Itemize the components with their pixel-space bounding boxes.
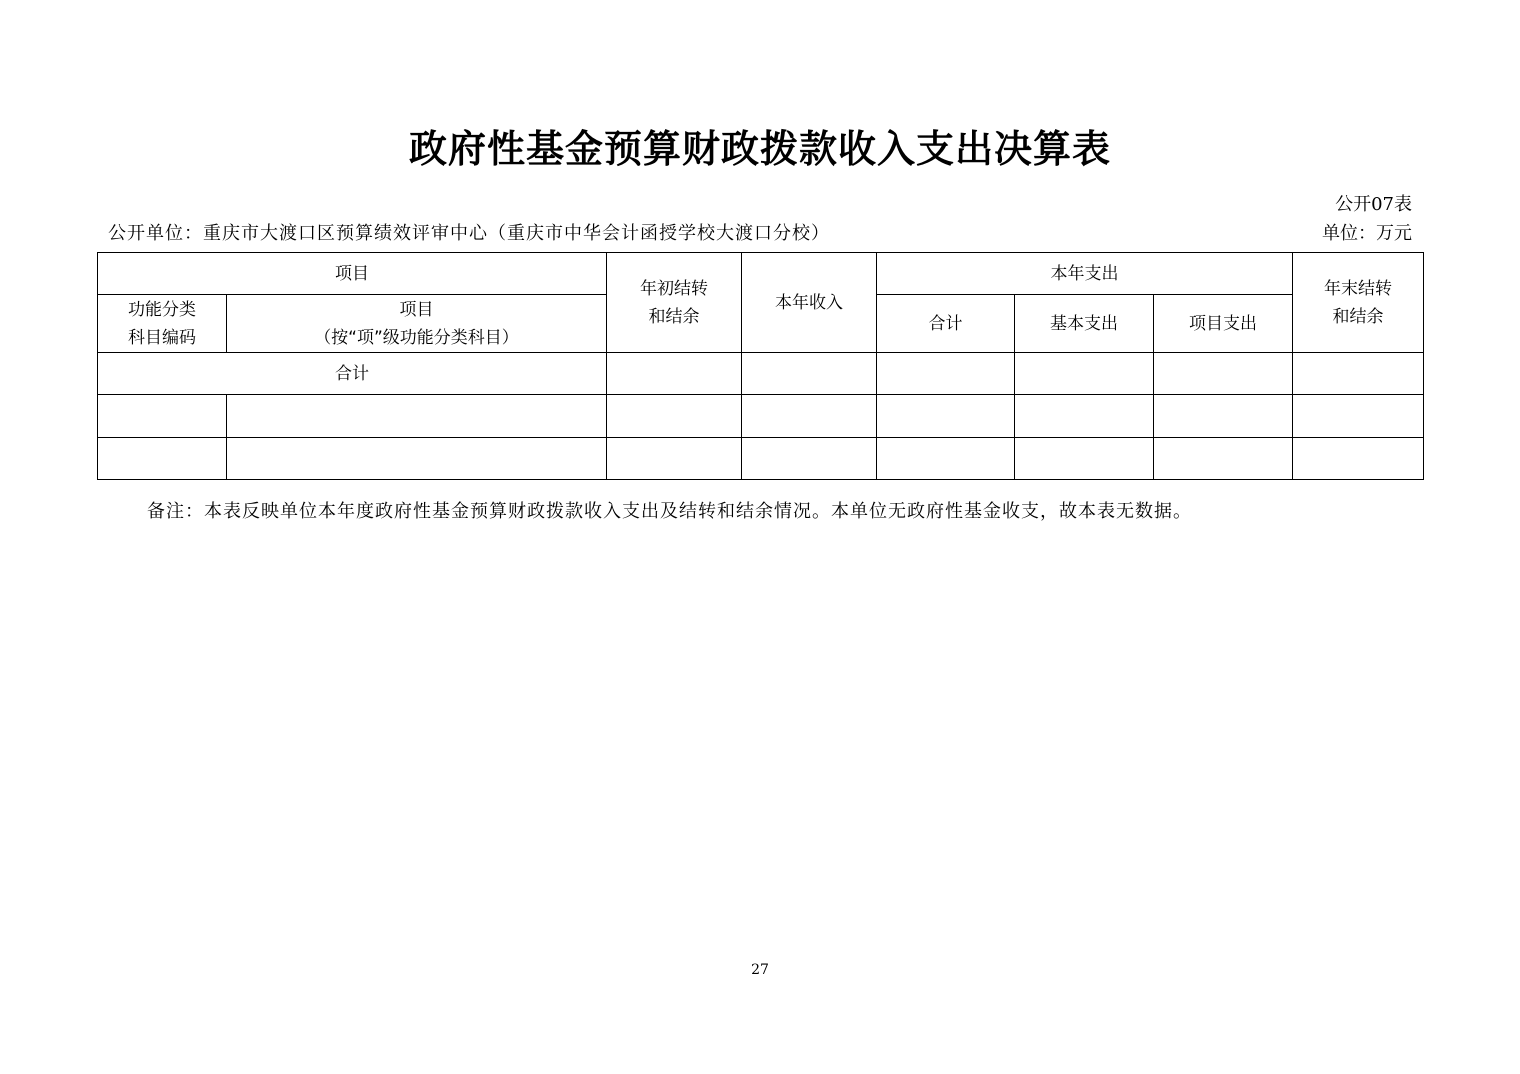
reporting-unit: 公开单位：重庆市大渡口区预算绩效评审中心（重庆市中华会计函授学校大渡口分校）	[108, 223, 830, 244]
currency-unit: 单位：万元	[1322, 223, 1412, 244]
header-item-detail-line1: 项目	[399, 299, 434, 320]
header-project: 项目支出	[1154, 295, 1293, 353]
header-begin-balance-line2: 和结余	[648, 306, 700, 327]
header-total: 合计	[877, 295, 1015, 353]
table-note: 备注：本表反映单位本年度政府性基金预算财政拨款收入支出及结转和结余情况。本单位无政府性基金收支，故本表无数据。	[147, 501, 1192, 522]
table-cell	[227, 438, 607, 480]
table-cell	[98, 395, 227, 438]
table-cell	[1015, 395, 1154, 438]
header-basic: 基本支出	[1015, 295, 1154, 353]
table-cell	[1154, 438, 1293, 480]
table-cell	[607, 353, 742, 395]
table-cell	[1015, 438, 1154, 480]
total-row	[98, 353, 1424, 395]
table-cell	[742, 438, 877, 480]
table-cell	[1293, 438, 1424, 480]
table-cell	[607, 395, 742, 438]
header-begin-balance	[607, 253, 742, 353]
header-end-balance	[1293, 253, 1424, 353]
table-cell	[1293, 395, 1424, 438]
table-cell	[1293, 353, 1424, 395]
fund-budget-table	[97, 252, 1424, 480]
table-cell	[1015, 353, 1154, 395]
header-item: 项目	[98, 253, 607, 295]
header-begin-balance-line1: 年初结转	[640, 278, 708, 299]
header-code	[98, 295, 227, 353]
total-row-label: 合计	[98, 353, 607, 395]
table-row	[98, 438, 1424, 480]
header-code-line2: 科目编码	[128, 327, 196, 348]
header-income: 本年收入	[742, 253, 877, 353]
header-expense: 本年支出	[877, 253, 1293, 295]
page-title: 政府性基金预算财政拨款收入支出决算表	[408, 127, 1111, 171]
header-item-detail-line2: （按“项”级功能分类科目）	[314, 327, 519, 348]
table-cell	[742, 395, 877, 438]
table-cell	[877, 353, 1015, 395]
table-cell	[742, 353, 877, 395]
page-number: 27	[751, 962, 769, 978]
table-cell	[227, 395, 607, 438]
table-cell	[1154, 353, 1293, 395]
header-code-line1: 功能分类	[128, 299, 196, 320]
table-cell	[877, 438, 1015, 480]
table-cell	[607, 438, 742, 480]
header-item-detail	[227, 295, 607, 353]
table-number: 公开07表	[1335, 194, 1412, 215]
table-cell	[1154, 395, 1293, 438]
header-end-balance-line2: 和结余	[1332, 306, 1384, 327]
header-row-1	[98, 253, 1424, 295]
header-end-balance-line1: 年末结转	[1324, 278, 1392, 299]
table-cell	[98, 438, 227, 480]
table-row	[98, 395, 1424, 438]
table-cell	[877, 395, 1015, 438]
